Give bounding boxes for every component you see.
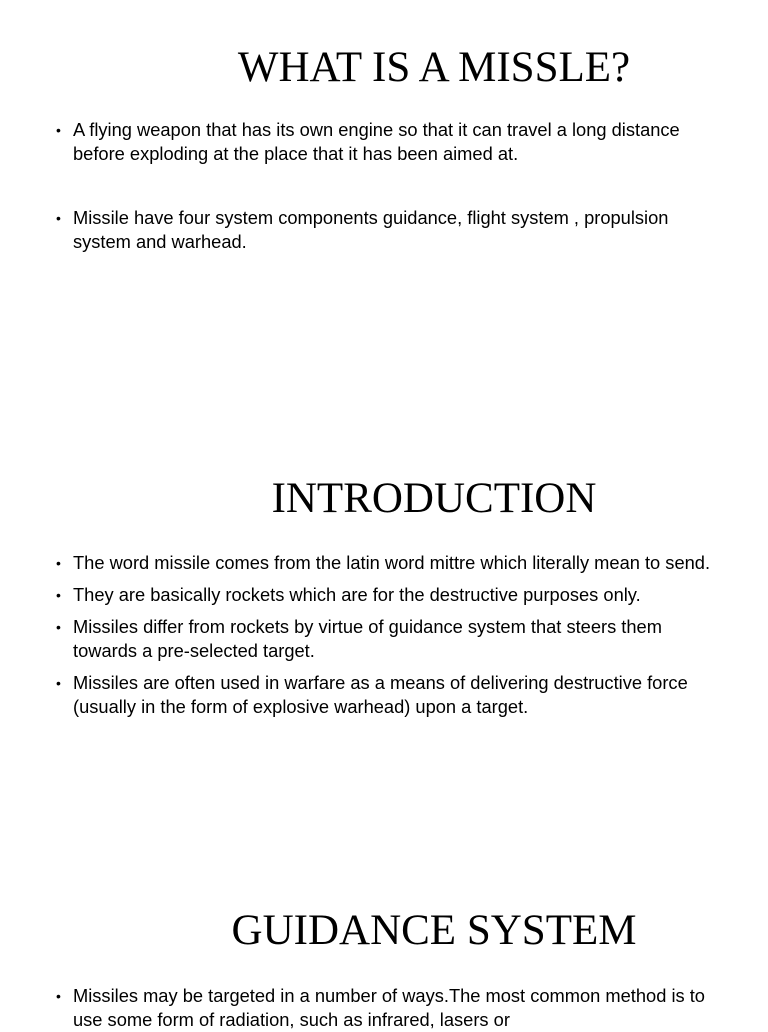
slide-title: WHAT IS A MISSLE? bbox=[237, 44, 631, 91]
bullet-text: Missiles differ from rockets by virtue of guidance system that steers them towards a pre-selected target. bbox=[73, 616, 662, 661]
bullet-icon: • bbox=[56, 619, 61, 635]
bullet-text: Missile have four system components guidance, flight system , propulsion system and warhead. bbox=[73, 207, 669, 252]
bullet-icon: • bbox=[56, 675, 61, 691]
bullet-text: A flying weapon that has its own engine so that it can travel a long distance before exploding at the place that it has been aimed at. bbox=[73, 119, 680, 164]
bullet-list bbox=[56, 984, 716, 1032]
bullet-text: Missiles are often used in warfare as a means of delivering destructive force (usually in the form of explosive warhead) upon a target. bbox=[73, 672, 688, 717]
list-item bbox=[56, 984, 716, 1032]
slide-title: GUIDANCE SYSTEM bbox=[231, 907, 637, 954]
bullet-text: They are basically rockets which are for the destructive purposes only. bbox=[73, 584, 641, 605]
slide-title: INTRODUCTION bbox=[271, 475, 597, 522]
bullet-icon: • bbox=[56, 988, 61, 1004]
bullet-icon: • bbox=[56, 210, 61, 226]
bullet-icon: • bbox=[56, 587, 61, 603]
bullet-icon: • bbox=[56, 122, 61, 138]
bullet-text: The word missile comes from the latin word mittre which literally mean to send. bbox=[73, 552, 711, 573]
bullet-icon: • bbox=[56, 555, 61, 571]
bullet-text: Missiles may be targeted in a number of ways.The most common method is to use some form of radiation, such as infrared, lasers or bbox=[73, 985, 705, 1030]
